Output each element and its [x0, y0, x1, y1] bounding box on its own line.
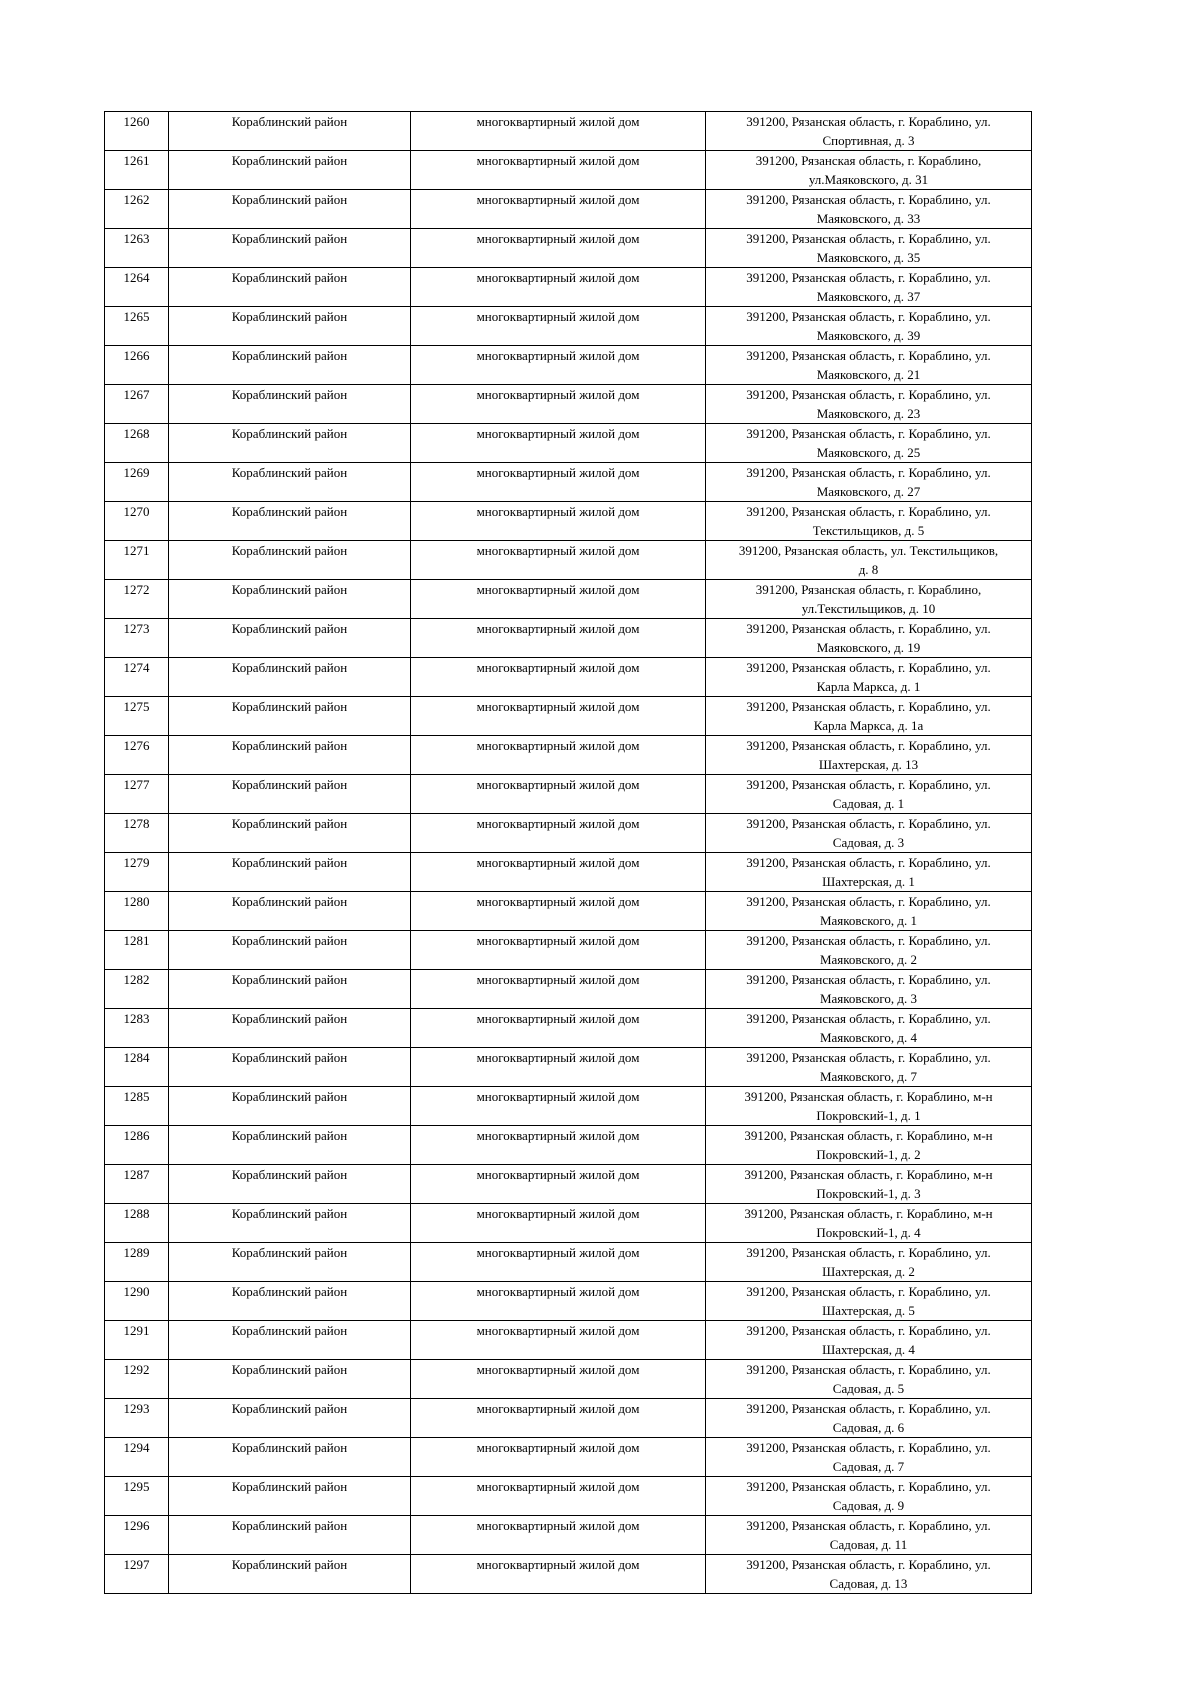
- row-number-cell: 1285: [105, 1087, 169, 1126]
- table-row: [105, 112, 1032, 151]
- address-line-2: Садовая, д. 11: [829, 1537, 908, 1552]
- row-number-cell: 1273: [105, 619, 169, 658]
- row-number-cell: 1282: [105, 970, 169, 1009]
- address-cell: [706, 1243, 1032, 1282]
- address-line-2: Маяковского, д. 1: [819, 913, 918, 928]
- address-line-2: Маяковского, д. 23: [816, 406, 921, 421]
- row-number-cell: 1263: [105, 229, 169, 268]
- address-cell: [706, 463, 1032, 502]
- building-type-cell: многоквартирный жилой дом: [411, 424, 706, 463]
- building-type-cell: многоквартирный жилой дом: [411, 1399, 706, 1438]
- address-line-1: 391200, Рязанская область, г. Кораблино, м-н: [744, 1128, 993, 1143]
- address-line-1: 391200, Рязанская область, г. Кораблино, ул.: [746, 1557, 991, 1572]
- row-number-cell: 1260: [105, 112, 169, 151]
- building-type-cell: многоквартирный жилой дом: [411, 1126, 706, 1165]
- district-cell: Кораблинский район: [169, 1477, 411, 1516]
- building-type-cell: многоквартирный жилой дом: [411, 931, 706, 970]
- address-line-2: Садовая, д. 5: [832, 1381, 905, 1396]
- building-type-cell: многоквартирный жилой дом: [411, 1477, 706, 1516]
- district-cell: Кораблинский район: [169, 1204, 411, 1243]
- table-row: [105, 190, 1032, 229]
- building-type-cell: многоквартирный жилой дом: [411, 1438, 706, 1477]
- table-row: [105, 1555, 1032, 1594]
- address-cell: [706, 580, 1032, 619]
- row-number-cell: 1266: [105, 346, 169, 385]
- building-type-cell: многоквартирный жилой дом: [411, 346, 706, 385]
- row-number-cell: 1286: [105, 1126, 169, 1165]
- table-row: [105, 1048, 1032, 1087]
- table-row: [105, 151, 1032, 190]
- district-cell: Кораблинский район: [169, 1282, 411, 1321]
- building-type-cell: многоквартирный жилой дом: [411, 541, 706, 580]
- table-row: [105, 658, 1032, 697]
- district-cell: Кораблинский район: [169, 658, 411, 697]
- row-number-cell: 1275: [105, 697, 169, 736]
- address-line-1: 391200, Рязанская область, г. Кораблино, м-н: [744, 1206, 993, 1221]
- table-row: [105, 1087, 1032, 1126]
- address-line-1: 391200, Рязанская область, г. Кораблино, ул.: [746, 1362, 991, 1377]
- table-row: [105, 1243, 1032, 1282]
- row-number-cell: 1290: [105, 1282, 169, 1321]
- address-line-2: ул.Маяковского, д. 31: [808, 172, 929, 187]
- address-line-2: Маяковского, д. 39: [816, 328, 921, 343]
- address-cell: [706, 112, 1032, 151]
- address-line-1: 391200, Рязанская область, г. Кораблино, ул.: [746, 1011, 991, 1026]
- row-number-cell: 1293: [105, 1399, 169, 1438]
- row-number-cell: 1287: [105, 1165, 169, 1204]
- address-line-1: 391200, Рязанская область, г. Кораблино, ул.: [746, 621, 991, 636]
- row-number-cell: 1283: [105, 1009, 169, 1048]
- table-row: [105, 736, 1032, 775]
- row-number-cell: 1281: [105, 931, 169, 970]
- table-row: [105, 229, 1032, 268]
- table-row: [105, 1165, 1032, 1204]
- address-line-2: Текстильщиков, д. 5: [812, 523, 925, 538]
- address-line-2: Карла Маркса, д. 1: [816, 679, 921, 694]
- address-cell: [706, 1360, 1032, 1399]
- table-row: [105, 1282, 1032, 1321]
- address-cell: [706, 1165, 1032, 1204]
- building-type-cell: многоквартирный жилой дом: [411, 736, 706, 775]
- table-row: [105, 346, 1032, 385]
- table-row: [105, 463, 1032, 502]
- table-body: [105, 112, 1032, 1594]
- district-cell: Кораблинский район: [169, 268, 411, 307]
- address-line-1: 391200, Рязанская область, г. Кораблино, ул.: [746, 465, 991, 480]
- row-number-cell: 1291: [105, 1321, 169, 1360]
- building-type-cell: многоквартирный жилой дом: [411, 1087, 706, 1126]
- address-cell: [706, 1438, 1032, 1477]
- row-number-cell: 1296: [105, 1516, 169, 1555]
- address-line-1: 391200, Рязанская область, г. Кораблино, ул.: [746, 1323, 991, 1338]
- table-row: [105, 697, 1032, 736]
- address-cell: [706, 892, 1032, 931]
- address-cell: [706, 151, 1032, 190]
- housing-registry-table: [104, 111, 1032, 1594]
- address-line-1: 391200, Рязанская область, г. Кораблино, ул.: [746, 1401, 991, 1416]
- address-cell: [706, 1555, 1032, 1594]
- address-line-1: 391200, Рязанская область, г. Кораблино, ул.: [746, 504, 991, 519]
- address-line-1: 391200, Рязанская область, г. Кораблино, ул.: [746, 1518, 991, 1533]
- address-cell: [706, 1048, 1032, 1087]
- address-cell: [706, 424, 1032, 463]
- district-cell: Кораблинский район: [169, 814, 411, 853]
- district-cell: Кораблинский район: [169, 1321, 411, 1360]
- district-cell: Кораблинский район: [169, 112, 411, 151]
- district-cell: Кораблинский район: [169, 424, 411, 463]
- building-type-cell: многоквартирный жилой дом: [411, 619, 706, 658]
- district-cell: Кораблинский район: [169, 736, 411, 775]
- row-number-cell: 1279: [105, 853, 169, 892]
- row-number-cell: 1278: [105, 814, 169, 853]
- address-line-2: Садовая, д. 13: [829, 1576, 908, 1591]
- district-cell: Кораблинский район: [169, 1048, 411, 1087]
- building-type-cell: многоквартирный жилой дом: [411, 502, 706, 541]
- row-number-cell: 1261: [105, 151, 169, 190]
- address-cell: [706, 1399, 1032, 1438]
- district-cell: Кораблинский район: [169, 541, 411, 580]
- district-cell: Кораблинский район: [169, 463, 411, 502]
- address-cell: [706, 1477, 1032, 1516]
- address-line-2: Покровский-1, д. 2: [816, 1147, 921, 1162]
- building-type-cell: многоквартирный жилой дом: [411, 229, 706, 268]
- address-line-1: 391200, Рязанская область, г. Кораблино, ул.: [746, 426, 991, 441]
- row-number-cell: 1265: [105, 307, 169, 346]
- building-type-cell: многоквартирный жилой дом: [411, 190, 706, 229]
- address-cell: [706, 619, 1032, 658]
- table-row: [105, 1516, 1032, 1555]
- district-cell: Кораблинский район: [169, 307, 411, 346]
- building-type-cell: многоквартирный жилой дом: [411, 1009, 706, 1048]
- table-row: [105, 1009, 1032, 1048]
- building-type-cell: многоквартирный жилой дом: [411, 1048, 706, 1087]
- building-type-cell: многоквартирный жилой дом: [411, 853, 706, 892]
- district-cell: Кораблинский район: [169, 1087, 411, 1126]
- address-cell: [706, 970, 1032, 1009]
- district-cell: Кораблинский район: [169, 385, 411, 424]
- address-line-1: 391200, Рязанская область, ул. Текстильщиков,: [738, 543, 999, 558]
- address-line-2: Садовая, д. 3: [832, 835, 905, 850]
- address-line-2: Садовая, д. 6: [832, 1420, 905, 1435]
- address-line-2: Маяковского, д. 37: [816, 289, 921, 304]
- address-line-2: Шахтерская, д. 1: [822, 874, 915, 889]
- district-cell: Кораблинский район: [169, 970, 411, 1009]
- district-cell: Кораблинский район: [169, 346, 411, 385]
- address-cell: [706, 502, 1032, 541]
- row-number-cell: 1276: [105, 736, 169, 775]
- table-row: [105, 892, 1032, 931]
- address-cell: [706, 541, 1032, 580]
- address-line-1: 391200, Рязанская область, г. Кораблино, ул.: [746, 972, 991, 987]
- address-cell: [706, 1009, 1032, 1048]
- building-type-cell: многоквартирный жилой дом: [411, 307, 706, 346]
- row-number-cell: 1294: [105, 1438, 169, 1477]
- row-number-cell: 1262: [105, 190, 169, 229]
- address-line-2: Маяковского, д. 19: [816, 640, 921, 655]
- district-cell: Кораблинский район: [169, 580, 411, 619]
- table-row: [105, 1399, 1032, 1438]
- district-cell: Кораблинский район: [169, 892, 411, 931]
- address-cell: [706, 775, 1032, 814]
- address-line-2: Покровский-1, д. 1: [816, 1108, 921, 1123]
- address-line-1: 391200, Рязанская область, г. Кораблино, ул.: [746, 1245, 991, 1260]
- address-line-2: Маяковского, д. 2: [819, 952, 918, 967]
- district-cell: Кораблинский район: [169, 190, 411, 229]
- building-type-cell: многоквартирный жилой дом: [411, 1555, 706, 1594]
- address-line-1: 391200, Рязанская область, г. Кораблино, ул.: [746, 777, 991, 792]
- address-line-1: 391200, Рязанская область, г. Кораблино, ул.: [746, 114, 991, 129]
- address-cell: [706, 1126, 1032, 1165]
- address-line-2: д. 8: [858, 562, 879, 577]
- address-line-2: Маяковского, д. 27: [816, 484, 921, 499]
- building-type-cell: многоквартирный жилой дом: [411, 385, 706, 424]
- table-row: [105, 931, 1032, 970]
- address-line-1: 391200, Рязанская область, г. Кораблино, ул.: [746, 348, 991, 363]
- address-cell: [706, 1204, 1032, 1243]
- row-number-cell: 1288: [105, 1204, 169, 1243]
- table-row: [105, 307, 1032, 346]
- table-row: [105, 502, 1032, 541]
- row-number-cell: 1272: [105, 580, 169, 619]
- address-line-1: 391200, Рязанская область, г. Кораблино,: [755, 582, 982, 597]
- address-cell: [706, 736, 1032, 775]
- address-line-1: 391200, Рязанская область, г. Кораблино, ул.: [746, 270, 991, 285]
- building-type-cell: многоквартирный жилой дом: [411, 814, 706, 853]
- building-type-cell: многоквартирный жилой дом: [411, 1516, 706, 1555]
- address-cell: [706, 1087, 1032, 1126]
- address-line-2: Садовая, д. 7: [832, 1459, 905, 1474]
- address-line-1: 391200, Рязанская область, г. Кораблино, ул.: [746, 894, 991, 909]
- table-row: [105, 385, 1032, 424]
- district-cell: Кораблинский район: [169, 1243, 411, 1282]
- address-line-1: 391200, Рязанская область, г. Кораблино, ул.: [746, 1050, 991, 1065]
- address-line-1: 391200, Рязанская область, г. Кораблино, ул.: [746, 660, 991, 675]
- table-row: [105, 1321, 1032, 1360]
- address-cell: [706, 268, 1032, 307]
- table-row: [105, 424, 1032, 463]
- address-cell: [706, 307, 1032, 346]
- building-type-cell: многоквартирный жилой дом: [411, 1165, 706, 1204]
- row-number-cell: 1268: [105, 424, 169, 463]
- district-cell: Кораблинский район: [169, 229, 411, 268]
- district-cell: Кораблинский район: [169, 1009, 411, 1048]
- address-line-1: 391200, Рязанская область, г. Кораблино, ул.: [746, 1284, 991, 1299]
- table-row: [105, 541, 1032, 580]
- address-line-1: 391200, Рязанская область, г. Кораблино, ул.: [746, 738, 991, 753]
- building-type-cell: многоквартирный жилой дом: [411, 970, 706, 1009]
- address-line-1: 391200, Рязанская область, г. Кораблино, ул.: [746, 309, 991, 324]
- building-type-cell: многоквартирный жилой дом: [411, 463, 706, 502]
- address-line-2: Маяковского, д. 21: [816, 367, 921, 382]
- address-line-1: 391200, Рязанская область, г. Кораблино, ул.: [746, 1479, 991, 1494]
- address-cell: [706, 814, 1032, 853]
- row-number-cell: 1284: [105, 1048, 169, 1087]
- row-number-cell: 1270: [105, 502, 169, 541]
- building-type-cell: многоквартирный жилой дом: [411, 658, 706, 697]
- table-row: [105, 853, 1032, 892]
- address-cell: [706, 658, 1032, 697]
- table-row: [105, 580, 1032, 619]
- address-cell: [706, 931, 1032, 970]
- address-cell: [706, 1321, 1032, 1360]
- building-type-cell: многоквартирный жилой дом: [411, 1243, 706, 1282]
- table-row: [105, 970, 1032, 1009]
- address-line-2: Шахтерская, д. 4: [822, 1342, 915, 1357]
- table-row: [105, 814, 1032, 853]
- address-line-2: Шахтерская, д. 13: [818, 757, 919, 772]
- address-line-2: Маяковского, д. 3: [819, 991, 918, 1006]
- address-line-2: ул.Текстильщиков, д. 10: [801, 601, 936, 616]
- district-cell: Кораблинский район: [169, 1126, 411, 1165]
- address-line-1: 391200, Рязанская область, г. Кораблино, м-н: [744, 1089, 993, 1104]
- district-cell: Кораблинский район: [169, 151, 411, 190]
- table-row: [105, 1204, 1032, 1243]
- address-line-2: Садовая, д. 9: [832, 1498, 905, 1513]
- address-line-1: 391200, Рязанская область, г. Кораблино, ул.: [746, 699, 991, 714]
- building-type-cell: многоквартирный жилой дом: [411, 580, 706, 619]
- district-cell: Кораблинский район: [169, 1516, 411, 1555]
- district-cell: Кораблинский район: [169, 1399, 411, 1438]
- district-cell: Кораблинский район: [169, 502, 411, 541]
- address-line-1: 391200, Рязанская область, г. Кораблино, ул.: [746, 933, 991, 948]
- address-line-1: 391200, Рязанская область, г. Кораблино, ул.: [746, 855, 991, 870]
- district-cell: Кораблинский район: [169, 1438, 411, 1477]
- address-line-2: Покровский-1, д. 3: [816, 1186, 921, 1201]
- row-number-cell: 1280: [105, 892, 169, 931]
- address-line-1: 391200, Рязанская область, г. Кораблино, ул.: [746, 1440, 991, 1455]
- district-cell: Кораблинский район: [169, 1360, 411, 1399]
- address-line-2: Шахтерская, д. 5: [822, 1303, 915, 1318]
- address-line-1: 391200, Рязанская область, г. Кораблино, ул.: [746, 192, 991, 207]
- address-line-1: 391200, Рязанская область, г. Кораблино, ул.: [746, 816, 991, 831]
- row-number-cell: 1271: [105, 541, 169, 580]
- address-line-1: 391200, Рязанская область, г. Кораблино,: [755, 153, 982, 168]
- address-cell: [706, 346, 1032, 385]
- address-cell: [706, 190, 1032, 229]
- table-row: [105, 1477, 1032, 1516]
- table-row: [105, 1126, 1032, 1165]
- row-number-cell: 1292: [105, 1360, 169, 1399]
- address-line-2: Маяковского, д. 4: [819, 1030, 918, 1045]
- building-type-cell: многоквартирный жилой дом: [411, 1204, 706, 1243]
- address-cell: [706, 1282, 1032, 1321]
- building-type-cell: многоквартирный жилой дом: [411, 112, 706, 151]
- address-line-2: Спортивная, д. 3: [822, 133, 915, 148]
- address-line-2: Покровский-1, д. 4: [816, 1225, 921, 1240]
- table-row: [105, 1438, 1032, 1477]
- row-number-cell: 1264: [105, 268, 169, 307]
- address-line-2: Маяковского, д. 7: [819, 1069, 918, 1084]
- address-cell: [706, 385, 1032, 424]
- row-number-cell: 1274: [105, 658, 169, 697]
- district-cell: Кораблинский район: [169, 775, 411, 814]
- address-line-1: 391200, Рязанская область, г. Кораблино, м-н: [744, 1167, 993, 1182]
- row-number-cell: 1295: [105, 1477, 169, 1516]
- address-line-2: Маяковского, д. 25: [816, 445, 921, 460]
- address-cell: [706, 229, 1032, 268]
- address-line-2: Маяковского, д. 33: [816, 211, 921, 226]
- table-row: [105, 268, 1032, 307]
- district-cell: Кораблинский район: [169, 619, 411, 658]
- building-type-cell: многоквартирный жилой дом: [411, 1360, 706, 1399]
- address-line-2: Садовая, д. 1: [832, 796, 905, 811]
- address-line-1: 391200, Рязанская область, г. Кораблино, ул.: [746, 231, 991, 246]
- building-type-cell: многоквартирный жилой дом: [411, 892, 706, 931]
- district-cell: Кораблинский район: [169, 697, 411, 736]
- row-number-cell: 1267: [105, 385, 169, 424]
- district-cell: Кораблинский район: [169, 1555, 411, 1594]
- building-type-cell: многоквартирный жилой дом: [411, 1282, 706, 1321]
- address-line-1: 391200, Рязанская область, г. Кораблино, ул.: [746, 387, 991, 402]
- row-number-cell: 1289: [105, 1243, 169, 1282]
- row-number-cell: 1277: [105, 775, 169, 814]
- address-line-2: Шахтерская, д. 2: [822, 1264, 915, 1279]
- address-line-2: Маяковского, д. 35: [816, 250, 921, 265]
- district-cell: Кораблинский район: [169, 1165, 411, 1204]
- table-row: [105, 775, 1032, 814]
- building-type-cell: многоквартирный жилой дом: [411, 151, 706, 190]
- address-cell: [706, 853, 1032, 892]
- district-cell: Кораблинский район: [169, 931, 411, 970]
- address-cell: [706, 1516, 1032, 1555]
- building-type-cell: многоквартирный жилой дом: [411, 775, 706, 814]
- row-number-cell: 1269: [105, 463, 169, 502]
- district-cell: Кораблинский район: [169, 853, 411, 892]
- address-line-2: Карла Маркса, д. 1а: [813, 718, 924, 733]
- address-cell: [706, 697, 1032, 736]
- table-row: [105, 619, 1032, 658]
- table-row: [105, 1360, 1032, 1399]
- building-type-cell: многоквартирный жилой дом: [411, 1321, 706, 1360]
- building-type-cell: многоквартирный жилой дом: [411, 697, 706, 736]
- building-type-cell: многоквартирный жилой дом: [411, 268, 706, 307]
- row-number-cell: 1297: [105, 1555, 169, 1594]
